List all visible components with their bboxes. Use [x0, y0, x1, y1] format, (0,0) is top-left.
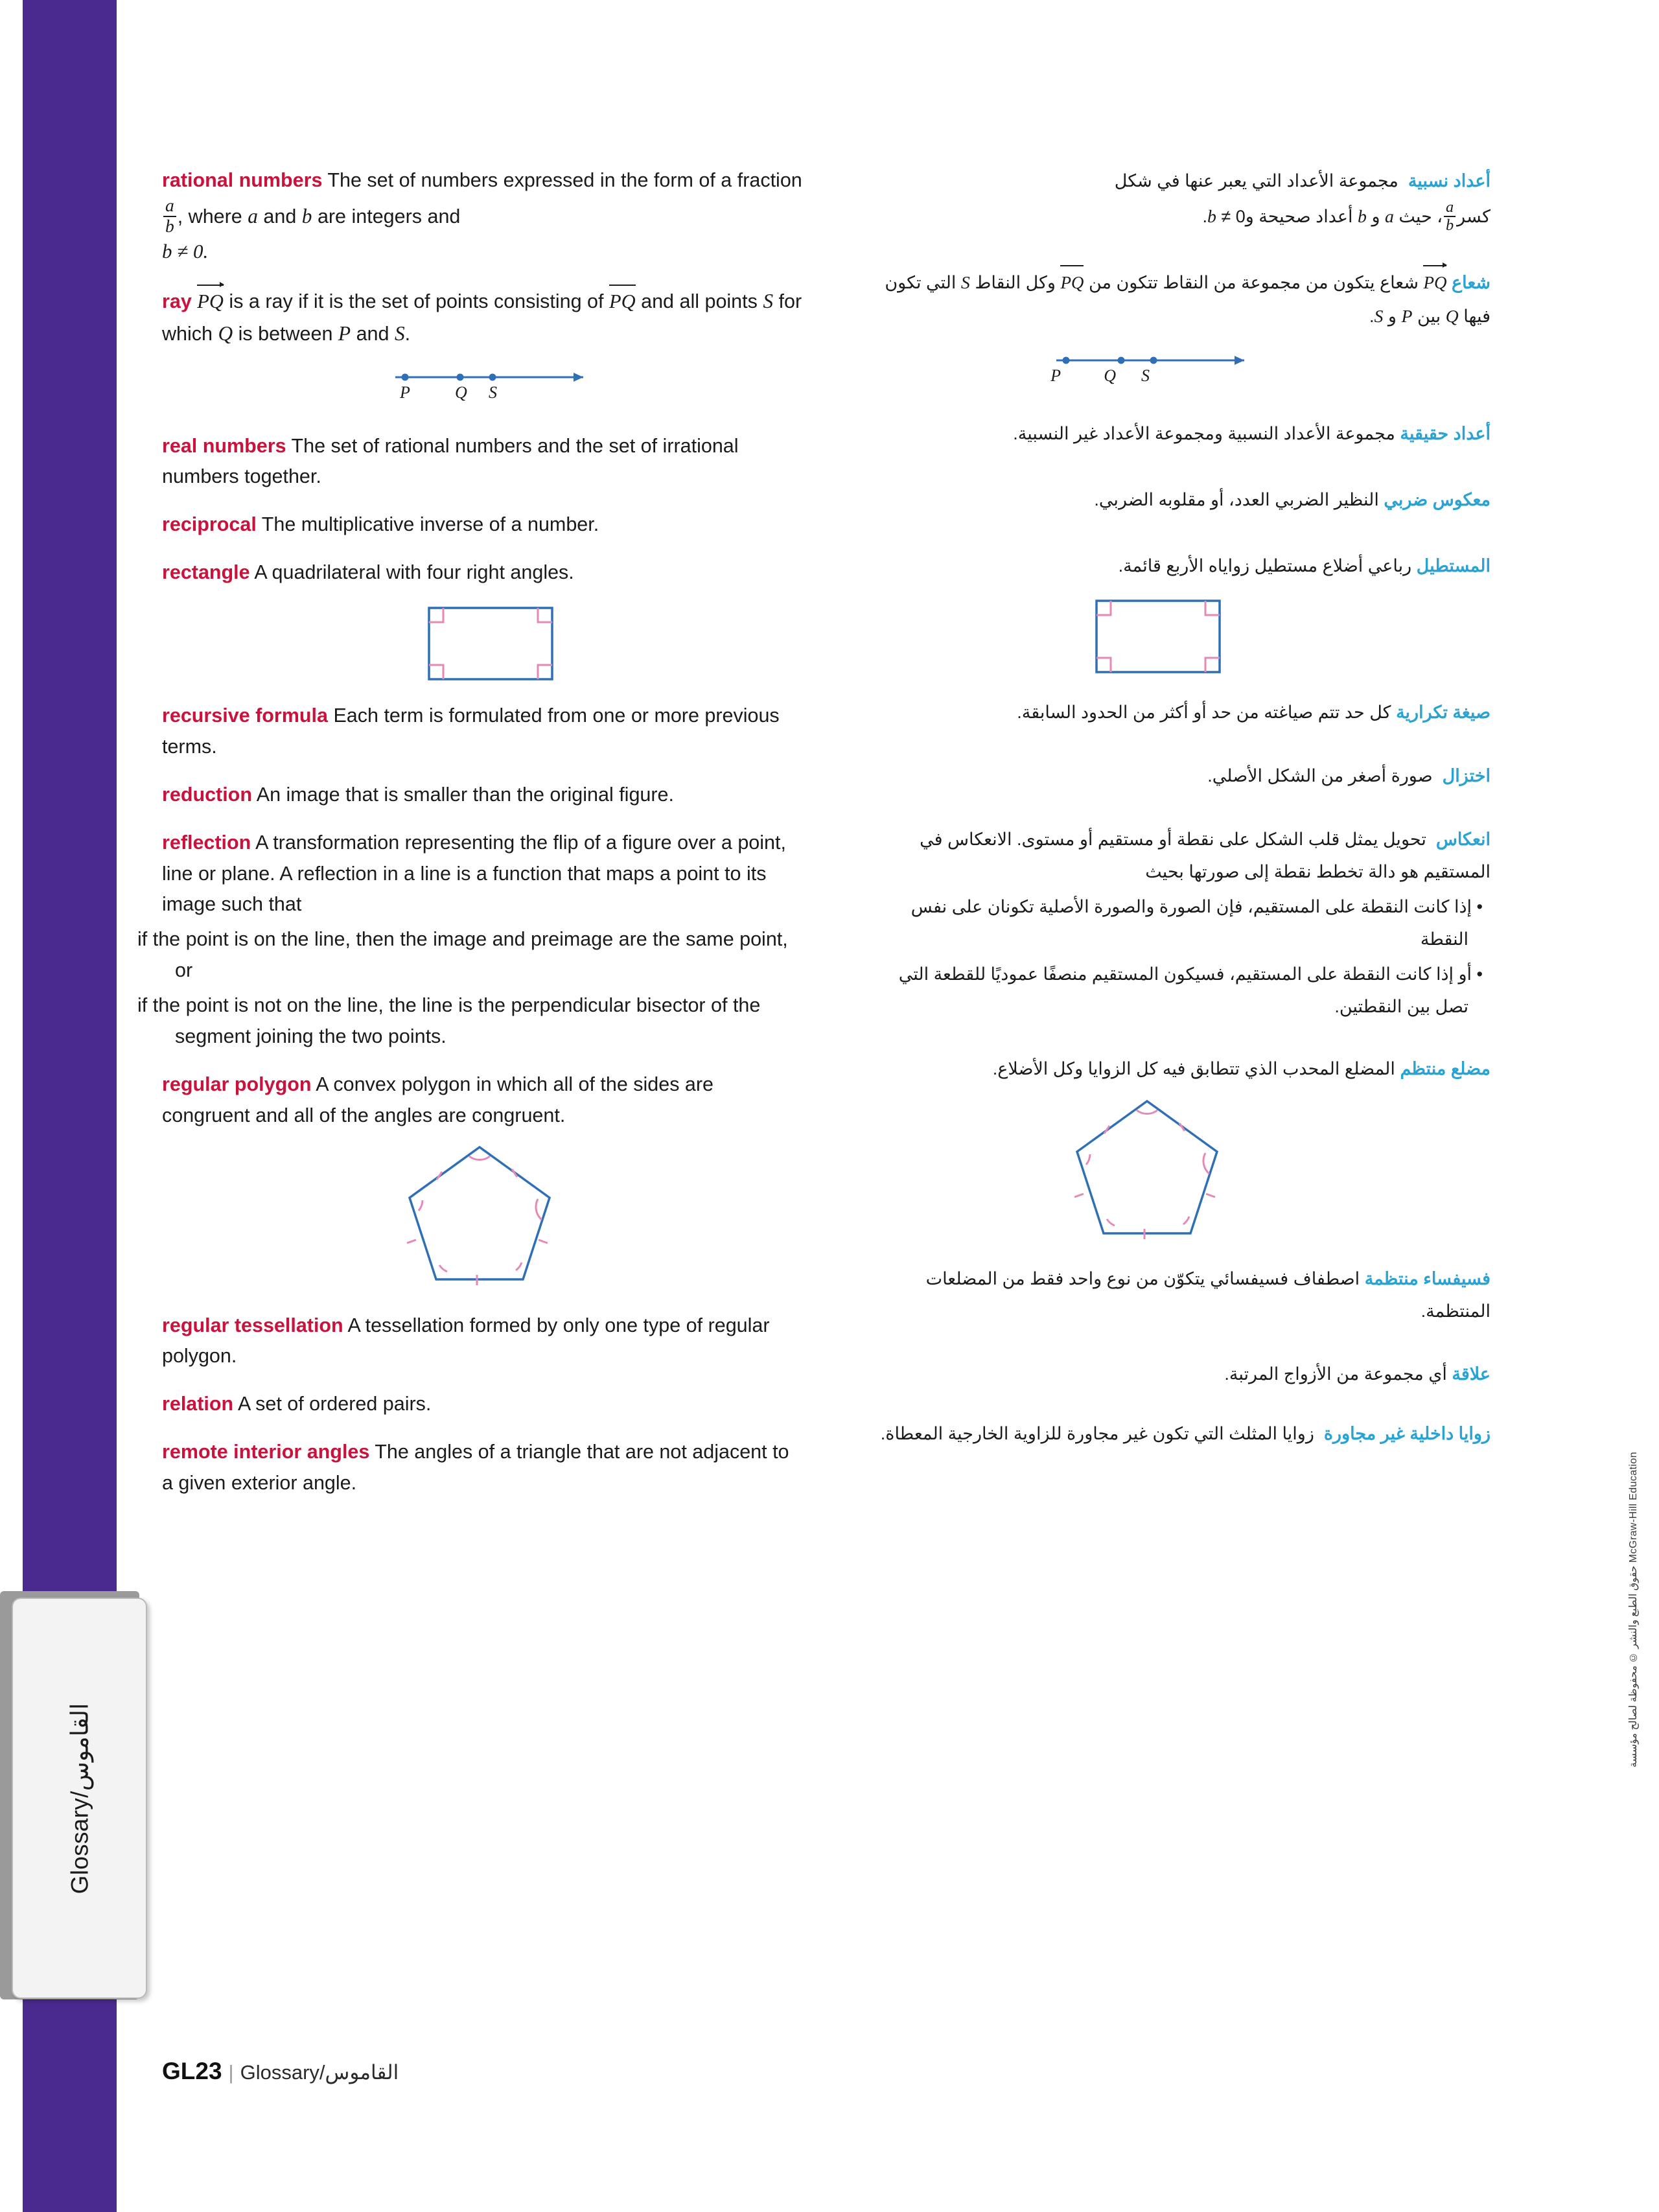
entry-text-ar	[868, 484, 1491, 517]
definition-ar-part: أعداد صحيحة و0 ≠	[1221, 207, 1353, 227]
vector-pq-ar: PQ	[1423, 265, 1446, 299]
equation-b-not-zero: b ≠ 0.	[162, 240, 209, 263]
svg-text:S: S	[489, 382, 497, 402]
english-glossary-column	[137, 165, 804, 1516]
copyright-notice: حقوق الطبع والنشر © محفوظة لصالح مؤسسة McGraw-Hill Education	[1628, 1452, 1639, 1768]
svg-text:Q: Q	[1104, 366, 1116, 386]
definition-en-part: is a ray if it is the set of points consisting of	[223, 290, 609, 312]
regular-polygon-figure-en	[162, 1135, 804, 1310]
term-ar: مضلع منتظم	[1400, 1058, 1491, 1078]
entry-text-ar	[868, 697, 1491, 729]
entry-reflection-ar	[868, 824, 1491, 1023]
variable-b: b	[301, 204, 312, 227]
entry-relation-ar	[868, 1358, 1491, 1391]
page-footer	[162, 2058, 399, 2085]
entry-rational-numbers-ar	[868, 165, 1491, 234]
definition-en: A convex polygon in which all of the sides are congruent and all of the angles are congruent.	[162, 1073, 714, 1126]
page-number: GL23	[162, 2058, 222, 2084]
fraction-a-over-b: $\frac{a}{b}$	[163, 196, 176, 236]
term-ar: علاقة	[1452, 1364, 1491, 1384]
term-ar: انعكاس	[1435, 830, 1491, 849]
entry-reduction	[162, 780, 804, 811]
term-en: remote interior angles	[162, 1441, 370, 1463]
variable-b2-ar: b	[1207, 207, 1216, 227]
definition-ar: أي مجموعة من الأزواج المرتبة.	[1224, 1364, 1447, 1384]
ray-figure-en	[162, 358, 804, 426]
entry-text-en	[162, 1310, 804, 1373]
entry-regular-tessellation	[162, 1310, 804, 1373]
term-en: regular tessellation	[162, 1314, 343, 1336]
point-q: Q	[218, 321, 233, 345]
definition-ar: رباعي أضلاع مستطيل زواياه الأربع قائمة.	[1118, 556, 1412, 576]
entry-text-en	[162, 431, 804, 493]
entry-remote-interior-angles	[162, 1437, 804, 1499]
point-s2-ar: S	[1374, 306, 1384, 327]
entry-reduction-ar	[868, 760, 1491, 793]
definition-ar: النظير الضربي العدد، أو مقلوبه الضربي.	[1094, 490, 1379, 510]
fraction-a-over-b-ar: $\frac{a}{b}$	[1444, 199, 1456, 234]
glossary-side-tab-label: Glossary/القاموس	[66, 1703, 93, 1894]
entry-regular-polygon-ar	[868, 1053, 1491, 1086]
definition-ar: تحويل يمثل قلب الشكل على نقطة أو مستقيم أو مستوى. الانعكاس في المستقيم هو دالة تخطط نقطة إلى صورتها بحيث	[920, 830, 1491, 881]
definition-ar-part: ، حيث	[1398, 207, 1443, 227]
entry-reciprocal-ar	[868, 484, 1491, 517]
entry-real-numbers-ar	[868, 418, 1491, 450]
definition-en-item-2: if the point is not on the line, the line is the perpendicular bisector of the segment joining the two points.	[137, 994, 761, 1047]
entry-text-ar	[868, 1053, 1491, 1086]
definition-ar-part: التي تكون فيها	[885, 273, 1491, 326]
svg-text:P: P	[1050, 366, 1061, 386]
footer-label: Glossary/القاموس	[240, 2061, 399, 2084]
definition-en-part: .	[404, 322, 411, 345]
svg-text:P: P	[400, 382, 410, 402]
definition-ar-part: كسر	[1457, 207, 1491, 227]
segment-pq: PQ	[609, 285, 636, 318]
definition-en-part: The set of numbers expressed in the form of a fraction	[327, 169, 802, 191]
term-en: real numbers	[162, 434, 286, 457]
entry-text-ar: أعداد نسبية مجموعة الأعداد التي يعبر عنها في شكل كسر $\frac{a}{b}$ ، حيث a و b أعداد صحيحة و0 ≠ b.	[1114, 171, 1491, 235]
entry-rational-numbers	[162, 165, 804, 268]
entry-reflection	[137, 828, 804, 1053]
entry-text-ar	[868, 1263, 1491, 1328]
definition-en: A quadrilateral with four right angles.	[254, 561, 574, 584]
term-ar: المستطيل	[1416, 556, 1491, 576]
entry-recursive-formula	[162, 701, 804, 763]
entry-real-numbers	[162, 431, 804, 493]
svg-text:Q: Q	[455, 382, 467, 402]
entry-text-en	[162, 780, 804, 811]
svg-text:S: S	[1141, 366, 1150, 386]
entry-text-ar	[868, 824, 1491, 1023]
term-ar: زوايا داخلية غير مجاورة	[1323, 1424, 1491, 1444]
entry-text-en	[162, 557, 804, 588]
definition-ar-part: .	[1369, 306, 1375, 326]
term-en: rectangle	[162, 561, 250, 584]
entry-recursive-formula-ar	[868, 697, 1491, 729]
term-en: reciprocal	[162, 513, 257, 536]
footer-divider: |	[228, 2061, 234, 2084]
definition-ar-item-2: • أو إذا كانت النقطة على المستقيم، فسيكون المستقيم منصفًا عموديًا للقطعة التي تصل بين النقطتين.	[898, 964, 1483, 1016]
rectangle-figure-ar	[868, 588, 1491, 697]
term-ar: اختزال	[1442, 766, 1491, 786]
definition-ar-part: بين	[1417, 306, 1441, 326]
entry-text-en	[162, 1069, 804, 1132]
definition-ar-item-1: • إذا كانت النقطة على المستقيم، فإن الصورة والصورة الأصلية تكونان على نفس النقطة	[911, 896, 1483, 949]
entry-text-en	[162, 285, 804, 350]
entry-regular-polygon	[162, 1069, 804, 1132]
entry-text-en	[162, 165, 804, 268]
point-p: P	[338, 321, 351, 345]
variable-a: a	[248, 204, 258, 227]
definition-en-part: are integers and	[312, 205, 461, 227]
entry-text-en	[162, 1437, 804, 1499]
point-s2: S	[394, 321, 405, 345]
point-p-ar: P	[1401, 306, 1413, 327]
entry-text-ar	[868, 550, 1491, 583]
definition-ar-part: وكل النقاط	[975, 273, 1056, 293]
entry-text-ar	[868, 418, 1491, 450]
definition-ar: اصطفاف فسيفسائي يتكوّن من نوع واحد فقط من المضلعات المنتظمة.	[925, 1268, 1491, 1321]
vector-pq: PQ	[197, 285, 224, 318]
definition-en: An image that is smaller than the original figure.	[256, 783, 674, 806]
regular-polygon-figure-ar	[868, 1089, 1491, 1263]
definition-en-part: and all points	[635, 290, 763, 312]
term-ar: أعداد نسبية	[1408, 171, 1491, 191]
term-ar: أعداد حقيقية	[1400, 424, 1491, 444]
point-s-ar: S	[960, 273, 970, 294]
definition-en: A set of ordered pairs.	[237, 1393, 432, 1415]
definition-en-part: , where	[177, 205, 248, 227]
arabic-glossary-column	[868, 165, 1491, 1467]
definition-ar: زوايا المثلث التي تكون غير مجاورة للزاوية الخارجية المعطاة.	[880, 1424, 1314, 1444]
term-en: rational numbers	[162, 169, 323, 191]
rectangle-figure-en	[162, 594, 804, 701]
definition-en-item-1: if the point is on the line, then the image and preimage are the same point, or	[137, 928, 788, 982]
definition-ar-part: مجموعة الأعداد التي يعبر عنها في شكل	[1114, 171, 1398, 191]
definition-en: A tessellation formed by only one type of regular polygon.	[162, 1314, 770, 1368]
entry-rectangle-ar	[868, 550, 1491, 583]
point-s: S	[763, 289, 774, 312]
definition-ar: صورة أصغر من الشكل الأصلي.	[1207, 766, 1433, 786]
term-en: regular polygon	[162, 1073, 312, 1095]
definition-en: A transformation representing the flip of a figure over a point, line or plane. A reflection in a line is a function that maps a point to its image such that	[162, 831, 786, 916]
definition-en: Each term is formulated from one or more previous terms.	[162, 704, 780, 758]
segment-pq-ar: PQ	[1060, 265, 1084, 299]
entry-reciprocal	[162, 509, 804, 541]
entry-text-ar	[868, 1358, 1491, 1391]
entry-text-ar	[868, 760, 1491, 793]
definition-ar: مجموعة الأعداد النسبية ومجموعة الأعداد غير النسبية.	[1013, 424, 1395, 444]
definition-en-part: and	[257, 205, 302, 227]
term-ar: معكوس ضربي	[1384, 490, 1491, 510]
definition-en: The angles of a triangle that are not adjacent to a given exterior angle.	[162, 1441, 789, 1495]
definition-ar: المضلع المحدب الذي تتطابق فيه كل الزوايا وكل الأضلاع.	[992, 1058, 1395, 1078]
entry-text-ar	[868, 265, 1491, 333]
entry-text-en	[162, 701, 804, 763]
term-en: reflection	[162, 831, 251, 854]
definition-en-part: for which	[162, 290, 802, 345]
entry-ray-ar	[868, 265, 1491, 333]
point-q-ar: Q	[1445, 306, 1459, 327]
entry-regular-tessellation-ar	[868, 1263, 1491, 1328]
term-en: reduction	[162, 783, 252, 806]
term-ar: صيغة تكرارية	[1396, 703, 1491, 723]
entry-text-en	[162, 1389, 804, 1420]
definition-ar: كل حد تتم صياغته من حد أو أكثر من الحدود السابقة.	[1017, 703, 1391, 723]
entry-text-en	[137, 828, 804, 1053]
ray-figure-ar	[868, 341, 1491, 409]
entry-relation	[162, 1389, 804, 1420]
entry-text-en	[162, 509, 804, 541]
definition-en: The set of rational numbers and the set of irrational numbers together.	[162, 434, 739, 488]
definition-en-part: is between	[233, 322, 338, 345]
entry-text-ar	[868, 1418, 1491, 1450]
definition-en: The multiplicative inverse of a number.	[261, 513, 599, 536]
definition-en-part: and	[351, 322, 395, 345]
entry-rectangle	[162, 557, 804, 588]
variable-a-ar: a	[1385, 207, 1394, 227]
definition-ar-part: و	[1371, 207, 1380, 227]
term-en: relation	[162, 1393, 234, 1415]
glossary-side-tab	[12, 1598, 147, 1999]
definition-ar-part: شعاع يتكون من مجموعة من النقاط تتكون من	[1088, 273, 1419, 293]
variable-b-ar: b	[1358, 207, 1367, 227]
term-en: recursive formula	[162, 704, 328, 727]
term-ar: شعاع	[1452, 273, 1491, 293]
term-ar: فسيفساء منتظمة	[1364, 1268, 1491, 1288]
entry-remote-interior-angles-ar	[868, 1418, 1491, 1450]
term-en: ray	[162, 290, 192, 312]
entry-ray	[162, 285, 804, 350]
definition-ar-part: و	[1387, 306, 1397, 326]
